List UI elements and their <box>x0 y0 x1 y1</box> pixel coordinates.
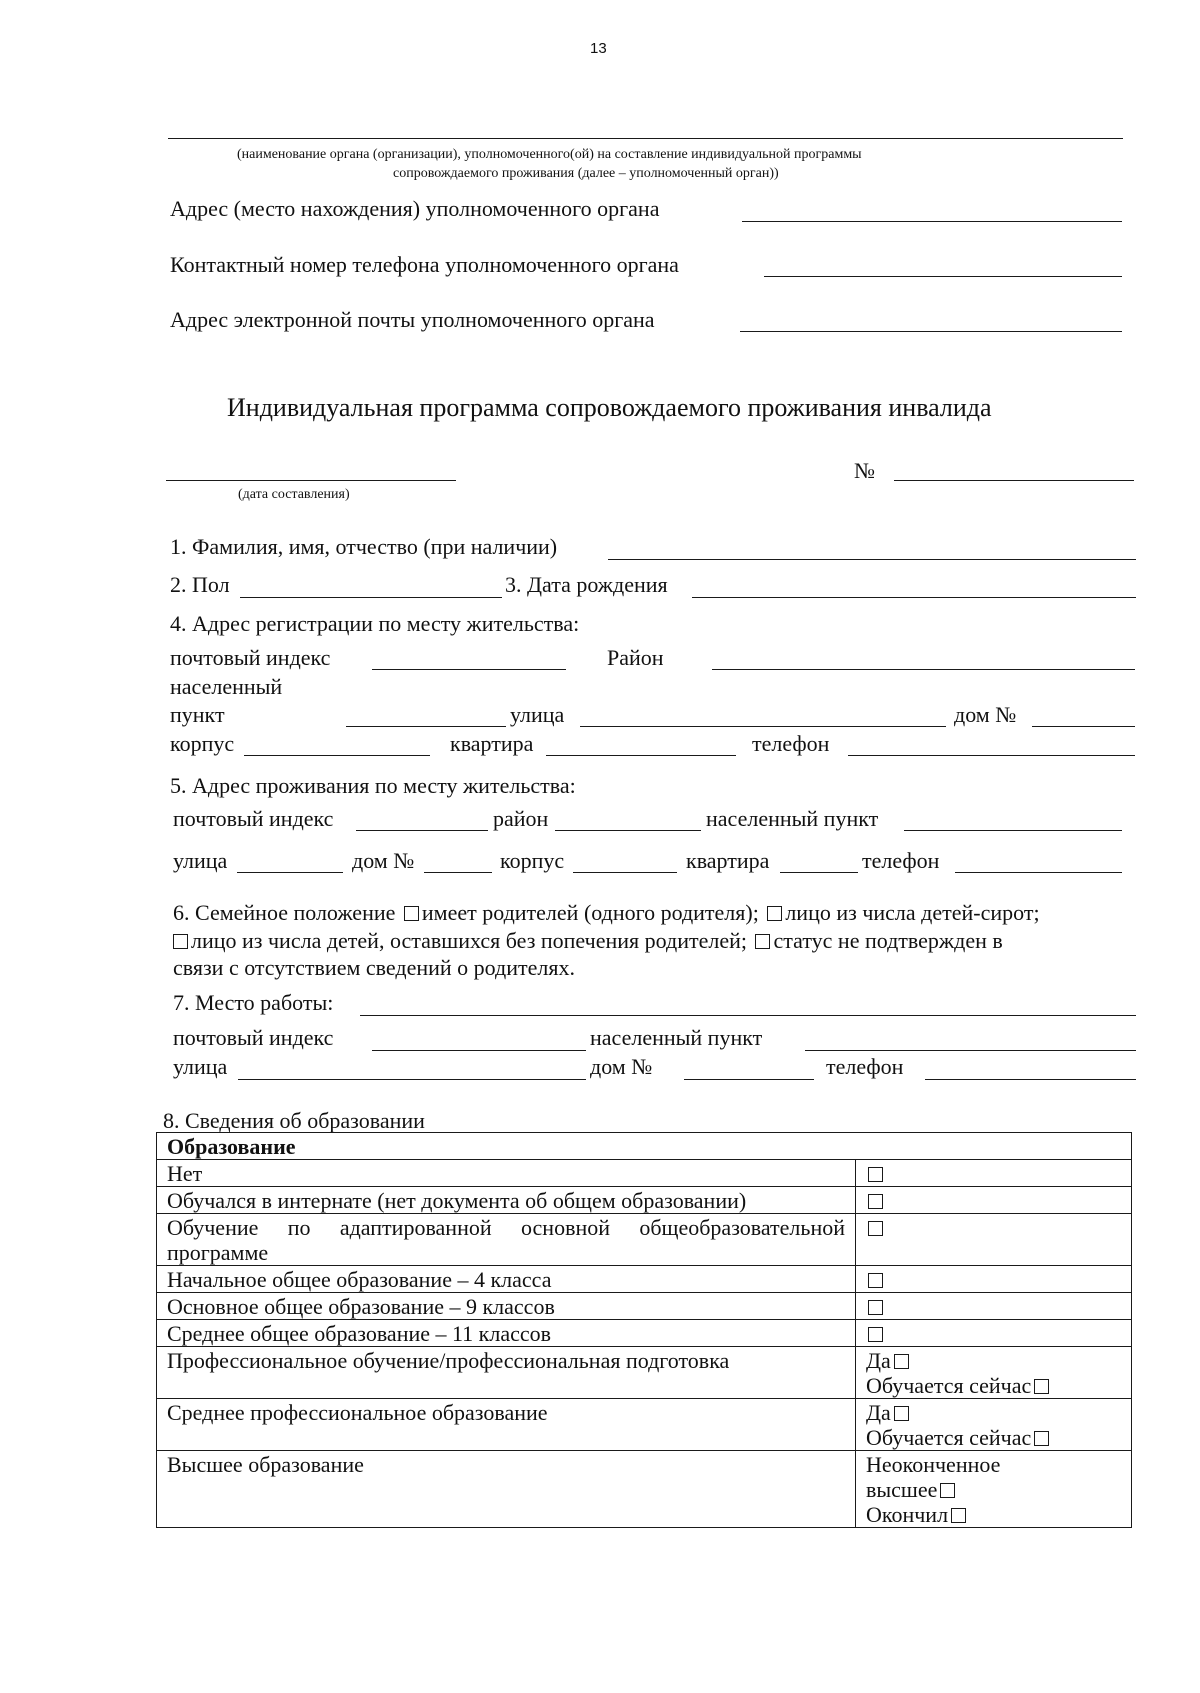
work-postal-label: почтовый индекс <box>173 1025 334 1050</box>
education-row-option <box>856 1347 1132 1399</box>
checkbox-spo-studying[interactable] <box>1034 1431 1049 1446</box>
fio-label: 1. Фамилия, имя, отчество (при наличии) <box>170 534 558 559</box>
number-sign: № <box>854 458 875 483</box>
fio-field[interactable] <box>608 559 1136 560</box>
education-row-option <box>856 1266 1132 1293</box>
organ-address-field[interactable] <box>742 221 1122 222</box>
work-settlement-label: населенный пункт <box>590 1025 763 1050</box>
organ-email-field[interactable] <box>740 331 1122 332</box>
checkbox-vocational-yes[interactable] <box>894 1354 909 1369</box>
workplace-heading: 7. Место работы: <box>173 990 334 1015</box>
reg-address-heading: 4. Адрес регистрации по месту жительства: <box>170 611 580 636</box>
education-row-option <box>856 1214 1132 1266</box>
reg-apartment-field[interactable] <box>546 755 736 756</box>
education-table <box>156 1132 1132 1528</box>
live-postal-field[interactable] <box>356 830 488 831</box>
gender-label: 2. Пол <box>170 572 230 597</box>
option-yes-label: Да <box>866 1400 891 1425</box>
checkbox-orphan[interactable] <box>767 906 782 921</box>
education-row-label: Профессиональное обучение/профессиональная подготовка <box>157 1347 856 1399</box>
family-opt-unconfirmed-cont: связи с отсутствием сведений о родителях. <box>173 955 575 980</box>
work-house-label: дом № <box>590 1054 653 1079</box>
education-row-label: Среднее общее образование – 11 классов <box>157 1320 856 1347</box>
reg-postal-field[interactable] <box>372 669 566 670</box>
reg-postal-label: почтовый индекс <box>170 645 331 670</box>
live-apartment-field[interactable] <box>780 872 858 873</box>
reg-district-label: Район <box>607 645 664 670</box>
option-graduated-label: Окончил <box>866 1502 949 1527</box>
education-row-option <box>856 1320 1132 1347</box>
checkbox-higher-graduated[interactable] <box>951 1508 966 1523</box>
date-field[interactable] <box>166 480 456 481</box>
education-heading: 8. Сведения об образовании <box>163 1108 425 1133</box>
option-incomplete-label-1: Неоконченное <box>866 1452 1001 1477</box>
checkbox-education-none[interactable] <box>868 1167 883 1182</box>
table-row <box>157 1399 1132 1451</box>
table-row <box>157 1347 1132 1399</box>
organ-name-line[interactable] <box>168 138 1123 139</box>
live-house-label: дом № <box>352 848 415 873</box>
work-house-field[interactable] <box>684 1079 814 1080</box>
reg-building-field[interactable] <box>244 755 430 756</box>
family-opt-without-care: лицо из числа детей, оставшихся без попечения родителей; <box>191 928 747 953</box>
live-street-field[interactable] <box>237 872 343 873</box>
checkbox-vocational-studying[interactable] <box>1034 1379 1049 1394</box>
checkbox-education-primary[interactable] <box>868 1273 883 1288</box>
reg-street-field[interactable] <box>580 726 946 727</box>
checkbox-higher-incomplete[interactable] <box>940 1483 955 1498</box>
organ-phone-label: Контактный номер телефона уполномоченного органа <box>170 252 679 277</box>
reg-street-label: улица <box>510 702 565 727</box>
organ-phone-field[interactable] <box>764 276 1122 277</box>
family-opt-has-parents: имеет родителей (одного родителя); <box>421 900 759 925</box>
option-incomplete-label-2: высшее <box>866 1477 938 1502</box>
table-row <box>157 1133 1132 1160</box>
checkbox-education-boarding[interactable] <box>868 1194 883 1209</box>
option-studying-label: Обучается сейчас <box>866 1425 1032 1450</box>
live-apartment-label: квартира <box>686 848 770 873</box>
education-row-label: Среднее профессиональное образование <box>157 1399 856 1451</box>
education-row-option <box>856 1451 1132 1528</box>
checkbox-has-parents[interactable] <box>404 906 419 921</box>
work-phone-label: телефон <box>826 1054 904 1079</box>
checkbox-education-adapted[interactable] <box>868 1221 883 1236</box>
reg-house-label: дом № <box>954 702 1017 727</box>
checkbox-education-basic[interactable] <box>868 1300 883 1315</box>
family-opt-unconfirmed: статус не подтвержден в <box>773 928 1003 953</box>
reg-phone-label: телефон <box>752 731 830 756</box>
checkbox-without-care[interactable] <box>173 934 188 949</box>
reg-house-field[interactable] <box>1032 726 1135 727</box>
workplace-field[interactable] <box>360 1015 1136 1016</box>
table-row <box>157 1160 1132 1187</box>
gender-field[interactable] <box>240 597 502 598</box>
education-row-option <box>856 1399 1132 1451</box>
checkbox-spo-yes[interactable] <box>894 1406 909 1421</box>
live-postal-label: почтовый индекс <box>173 806 334 831</box>
live-phone-field[interactable] <box>955 872 1122 873</box>
live-building-field[interactable] <box>573 872 677 873</box>
family-status-line1 <box>173 900 1040 926</box>
education-row-label: Высшее образование <box>157 1451 856 1528</box>
work-phone-field[interactable] <box>925 1079 1136 1080</box>
live-street-label: улица <box>173 848 228 873</box>
live-district-label: район <box>493 806 549 831</box>
table-row <box>157 1187 1132 1214</box>
family-status-label: 6. Семейное положение <box>173 900 396 925</box>
table-row <box>157 1451 1132 1528</box>
family-opt-orphan: лицо из числа детей-сирот; <box>785 900 1040 925</box>
reg-phone-field[interactable] <box>848 755 1135 756</box>
education-row-option <box>856 1160 1132 1187</box>
option-studying-label: Обучается сейчас <box>866 1373 1032 1398</box>
live-settlement-label: населенный пункт <box>706 806 879 831</box>
table-row <box>157 1266 1132 1293</box>
birth-date-label: 3. Дата рождения <box>505 572 668 597</box>
reg-district-field[interactable] <box>712 669 1135 670</box>
number-field[interactable] <box>894 480 1134 481</box>
education-row-label: Обучение по адаптированной основной общеобразовательной программе <box>157 1214 856 1266</box>
organ-caption-line1: (наименование органа (организации), уполномоченного(ой) на составление индивидуальной программы <box>237 147 862 162</box>
live-building-label: корпус <box>500 848 565 873</box>
live-phone-label: телефон <box>862 848 940 873</box>
education-row-option <box>856 1293 1132 1320</box>
birth-date-field[interactable] <box>692 597 1136 598</box>
date-caption: (дата составления) <box>238 487 350 502</box>
reg-settlement-field[interactable] <box>346 726 506 727</box>
work-settlement-field[interactable] <box>805 1050 1136 1051</box>
education-row-label: Обучался в интернате (нет документа об общем образовании) <box>157 1187 856 1214</box>
education-row-option <box>856 1187 1132 1214</box>
reg-settlement-label-1: населенный <box>170 674 283 699</box>
organ-caption-line2: сопровождаемого проживания (далее – уполномоченный орган)) <box>393 166 779 181</box>
organ-address-label: Адрес (место нахождения) уполномоченного органа <box>170 196 660 221</box>
reg-apartment-label: квартира <box>450 731 534 756</box>
table-row <box>157 1293 1132 1320</box>
table-row <box>157 1320 1132 1347</box>
live-settlement-field[interactable] <box>904 830 1122 831</box>
education-row-label: Начальное общее образование – 4 класса <box>157 1266 856 1293</box>
organ-email-label: Адрес электронной почты уполномоченного органа <box>170 307 655 332</box>
work-street-label: улица <box>173 1054 228 1079</box>
live-address-heading: 5. Адрес проживания по месту жительства: <box>170 773 576 798</box>
table-row <box>157 1214 1132 1266</box>
education-table-header: Образование <box>157 1133 1132 1160</box>
live-district-field[interactable] <box>555 830 701 831</box>
checkbox-status-unconfirmed[interactable] <box>755 934 770 949</box>
education-row-label: Нет <box>157 1160 856 1187</box>
page-title: Индивидуальная программа сопровождаемого проживания инвалида <box>227 393 992 422</box>
family-status-line2 <box>173 928 1003 954</box>
reg-building-label: корпус <box>170 731 235 756</box>
work-street-field[interactable] <box>238 1079 586 1080</box>
reg-settlement-label-2: пункт <box>170 702 225 727</box>
education-row-label: Основное общее образование – 9 классов <box>157 1293 856 1320</box>
checkbox-education-secondary[interactable] <box>868 1327 883 1342</box>
option-yes-label: Да <box>866 1348 891 1373</box>
page-number: 13 <box>590 40 607 57</box>
live-house-field[interactable] <box>424 872 492 873</box>
work-postal-field[interactable] <box>372 1050 586 1051</box>
